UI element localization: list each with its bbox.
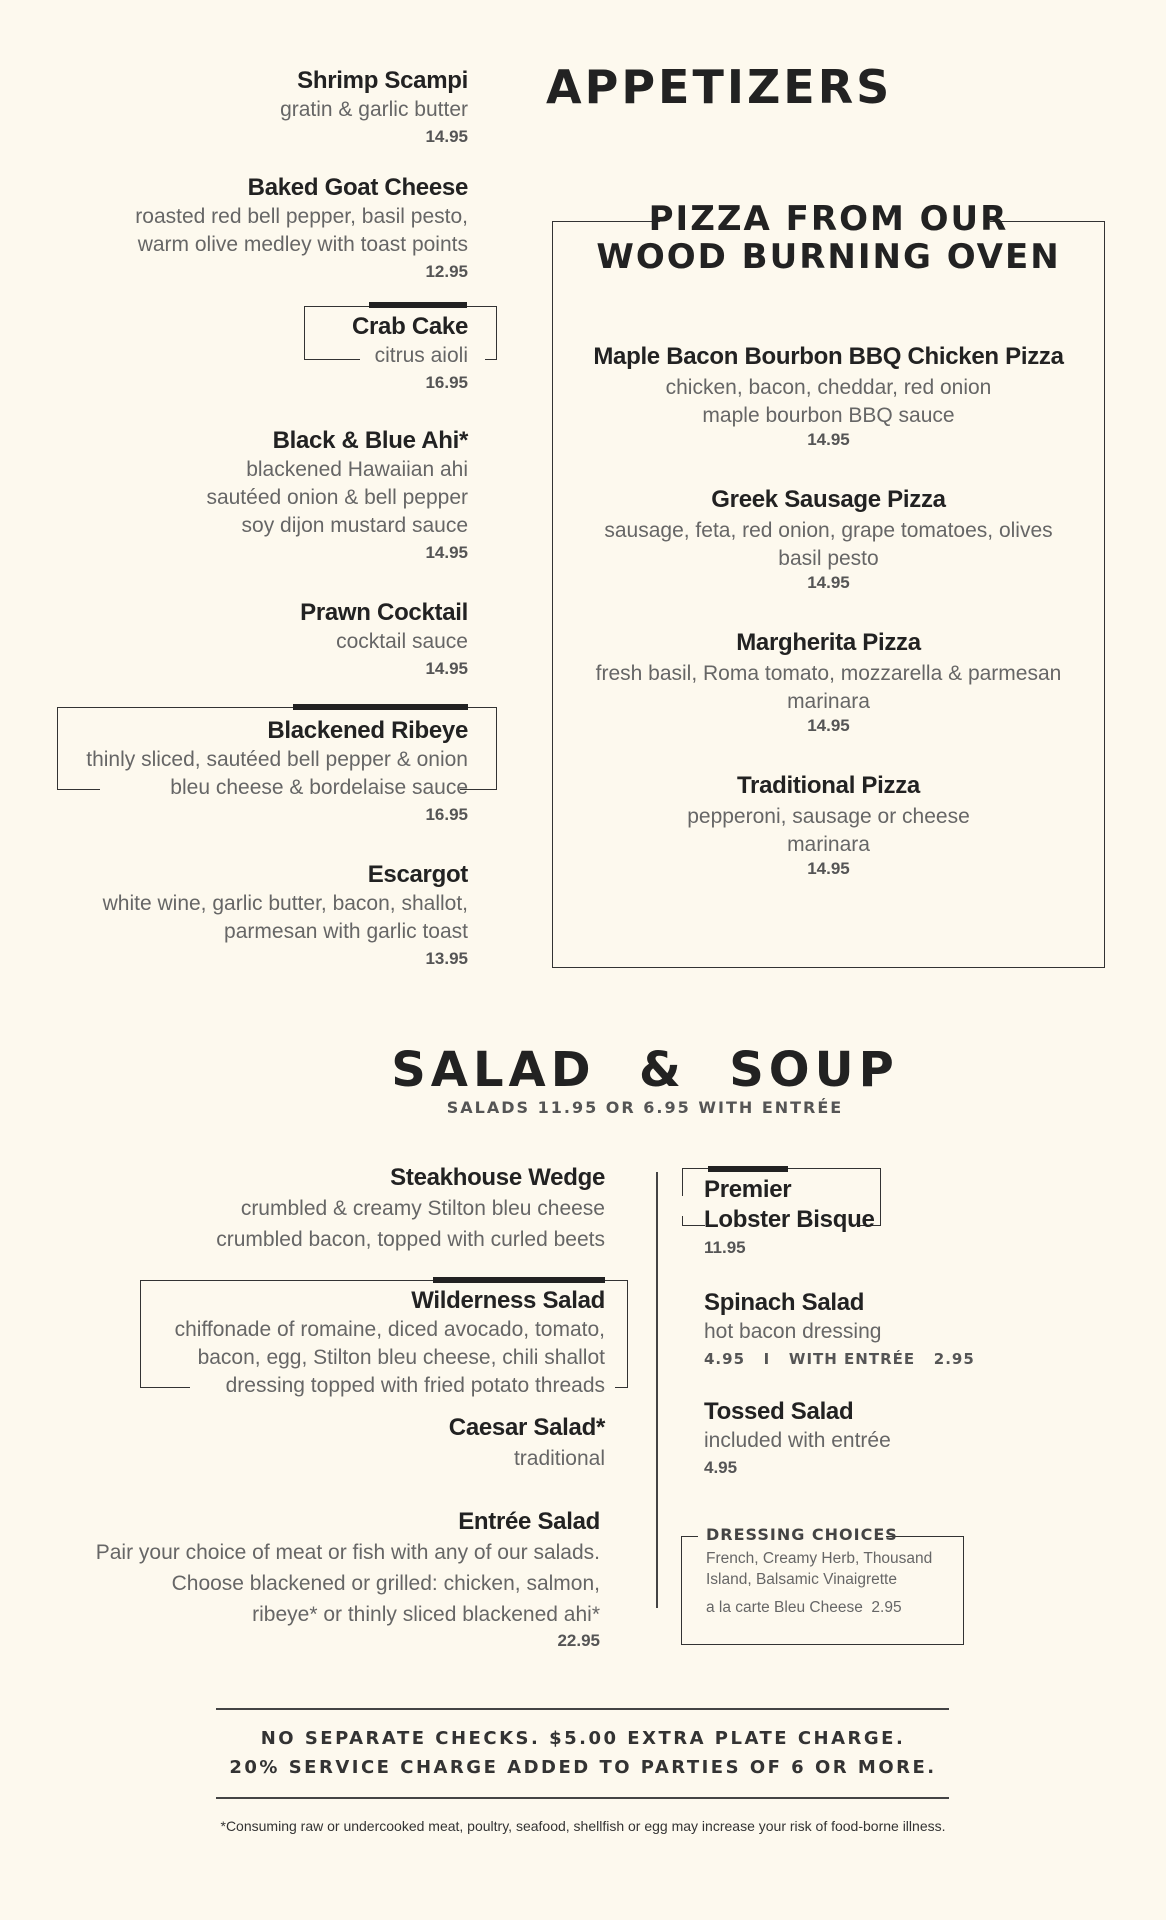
footer-disclaimer: *Consuming raw or undercooked meat, poultry, seafood, shellfish or egg may increase your risk of food-borne illness. bbox=[220, 1818, 946, 1834]
menu-item-black-blue-ahi bbox=[48, 426, 468, 566]
menu-item-prawn-cocktail bbox=[48, 598, 468, 682]
dressing-line: Island, Balsamic Vinaigrette bbox=[706, 1571, 897, 1588]
item-desc: included with entrée bbox=[704, 1429, 891, 1452]
item-price: 14.95 bbox=[425, 543, 468, 562]
column-divider bbox=[656, 1172, 658, 1608]
menu-item-baked-goat-cheese bbox=[8, 173, 468, 285]
item-desc: sautéed onion & bell pepper bbox=[206, 486, 468, 509]
salad-soup-subtitle: SALADS 11.95 OR 6.95 WITH ENTRÉE bbox=[446, 1098, 844, 1117]
item-name: Margherita Pizza bbox=[736, 629, 921, 656]
dressing-bleu-cheese: a la carte Bleu Cheese 2.95 bbox=[706, 1599, 902, 1616]
item-desc: basil pesto bbox=[778, 547, 879, 570]
item-price: 11.95 bbox=[704, 1238, 746, 1257]
item-name: Blackened Ribeye bbox=[267, 717, 468, 744]
item-name: Wilderness Salad bbox=[411, 1287, 605, 1314]
item-desc: soy dijon mustard sauce bbox=[241, 514, 468, 537]
item-name: Greek Sausage Pizza bbox=[711, 486, 946, 513]
item-desc: chiffonade of romaine, diced avocado, tomato, bbox=[174, 1318, 605, 1341]
dressing-line: French, Creamy Herb, Thousand bbox=[706, 1550, 933, 1567]
menu-item-escargot bbox=[8, 860, 468, 972]
footer-rule-bottom bbox=[216, 1797, 949, 1799]
item-desc: citrus aioli bbox=[374, 344, 468, 367]
item-price: 22.95 bbox=[557, 1631, 600, 1650]
menu-item-tossed-salad bbox=[704, 1397, 1104, 1481]
pizza-title-line1: PIZZA FROM OUR bbox=[648, 199, 1009, 239]
appetizers-title: APPETIZERS bbox=[546, 60, 893, 114]
item-desc: white wine, garlic butter, bacon, shallot, bbox=[102, 892, 468, 915]
item-desc: sausage, feta, red onion, grape tomatoes, olives bbox=[604, 519, 1053, 542]
item-price: 16.95 bbox=[425, 373, 468, 392]
item-desc: blackened Hawaiian ahi bbox=[246, 458, 468, 481]
item-name: Lobster Bisque bbox=[704, 1206, 875, 1233]
menu-item-shrimp-scampi bbox=[48, 66, 468, 150]
dressing-choices-list bbox=[706, 1548, 961, 1618]
item-name: Steakhouse Wedge bbox=[390, 1164, 605, 1191]
crab-cake-accent-bar bbox=[369, 302, 467, 308]
lobster-bisque-accent-bar bbox=[708, 1166, 788, 1172]
item-name: Baked Goat Cheese bbox=[247, 174, 468, 201]
menu-item-greek-sausage-pizza bbox=[552, 485, 1105, 594]
menu-item-bbq-chicken-pizza bbox=[552, 342, 1105, 451]
item-desc: dressing topped with fried potato threads bbox=[225, 1374, 605, 1397]
footer-rule-top bbox=[216, 1708, 949, 1710]
item-desc: gratin & garlic butter bbox=[280, 98, 468, 121]
item-name: Prawn Cocktail bbox=[300, 599, 468, 626]
item-desc: Choose blackened or grilled: chicken, salmon, bbox=[171, 1572, 600, 1595]
menu-item-blackened-ribeye bbox=[8, 716, 468, 828]
item-name: Maple Bacon Bourbon BBQ Chicken Pizza bbox=[593, 343, 1064, 370]
item-desc: hot bacon dressing bbox=[704, 1320, 882, 1343]
pizza-title-line2: WOOD BURNING OVEN bbox=[596, 237, 1061, 277]
item-price: 14.95 bbox=[425, 127, 468, 146]
item-name: Shrimp Scampi bbox=[297, 67, 468, 94]
item-price: 14.95 bbox=[807, 859, 850, 878]
menu-item-traditional-pizza bbox=[552, 771, 1105, 880]
item-desc: roasted red bell pepper, basil pesto, bbox=[135, 205, 468, 228]
item-price: 14.95 bbox=[807, 716, 850, 735]
item-desc: Pair your choice of meat or fish with any of our salads. bbox=[95, 1541, 600, 1564]
item-desc: cocktail sauce bbox=[336, 630, 468, 653]
item-name: Escargot bbox=[367, 861, 468, 888]
item-desc: crumbled & creamy Stilton bleu cheese bbox=[240, 1197, 605, 1220]
item-price: 4.95 bbox=[704, 1458, 738, 1477]
item-price: 14.95 bbox=[807, 573, 850, 592]
menu-item-margherita-pizza bbox=[552, 628, 1105, 737]
item-desc: maple bourbon BBQ sauce bbox=[702, 404, 955, 427]
ribeye-accent-bar bbox=[293, 704, 468, 710]
item-desc: ribeye* or thinly sliced blackened ahi* bbox=[252, 1603, 600, 1626]
salad-soup-title: SALAD & SOUP bbox=[391, 1042, 899, 1098]
dressing-choices-title: DRESSING CHOICES bbox=[706, 1525, 898, 1544]
item-price: 14.95 bbox=[807, 430, 850, 449]
item-desc: bacon, egg, Stilton bleu cheese, chili shallot bbox=[197, 1346, 605, 1369]
item-name: Premier bbox=[704, 1176, 792, 1203]
item-desc: crumbled bacon, topped with curled beets bbox=[216, 1228, 605, 1251]
menu-item-lobster-bisque bbox=[704, 1175, 1004, 1261]
footer-line1: NO SEPARATE CHECKS. $5.00 EXTRA PLATE CHARGE. bbox=[260, 1728, 906, 1749]
item-desc: traditional bbox=[513, 1447, 605, 1470]
item-name: Spinach Salad bbox=[704, 1289, 865, 1316]
item-price: 4.95 I WITH ENTRÉE 2.95 bbox=[704, 1350, 975, 1368]
item-desc: fresh basil, Roma tomato, mozzarella & parmesan bbox=[595, 662, 1062, 685]
item-desc: parmesan with garlic toast bbox=[224, 920, 468, 943]
item-desc: marinara bbox=[787, 833, 870, 856]
item-name: Black & Blue Ahi* bbox=[272, 427, 468, 454]
wilderness-accent-bar bbox=[433, 1277, 605, 1283]
item-desc: marinara bbox=[787, 690, 870, 713]
menu-item-crab-cake bbox=[168, 312, 468, 396]
item-name: Tossed Salad bbox=[704, 1398, 854, 1425]
item-name: Traditional Pizza bbox=[737, 772, 920, 799]
item-desc: thinly sliced, sautéed bell pepper & onion bbox=[86, 748, 468, 771]
menu-item-steakhouse-wedge bbox=[45, 1163, 605, 1255]
menu-item-spinach-salad bbox=[704, 1288, 1104, 1372]
item-name: Entrée Salad bbox=[458, 1508, 600, 1535]
item-price: 14.95 bbox=[425, 659, 468, 678]
menu-item-wilderness-salad bbox=[45, 1286, 605, 1400]
item-desc: warm olive medley with toast points bbox=[137, 233, 468, 256]
footer-notice bbox=[0, 1724, 1166, 1782]
item-price: 12.95 bbox=[425, 262, 468, 281]
item-price: 16.95 bbox=[425, 805, 468, 824]
menu-item-caesar-salad bbox=[45, 1413, 605, 1474]
footer-line2: 20% SERVICE CHARGE ADDED TO PARTIES OF 6 OR MORE. bbox=[229, 1757, 937, 1778]
item-name: Caesar Salad* bbox=[448, 1414, 605, 1441]
item-desc: pepperoni, sausage or cheese bbox=[687, 805, 970, 828]
menu-item-entree-salad bbox=[0, 1507, 600, 1652]
pizza-title bbox=[552, 200, 1105, 276]
item-desc: chicken, bacon, cheddar, red onion bbox=[665, 376, 992, 399]
item-desc: bleu cheese & bordelaise sauce bbox=[170, 776, 468, 799]
item-price: 13.95 bbox=[425, 949, 468, 968]
item-name: Crab Cake bbox=[351, 313, 468, 340]
